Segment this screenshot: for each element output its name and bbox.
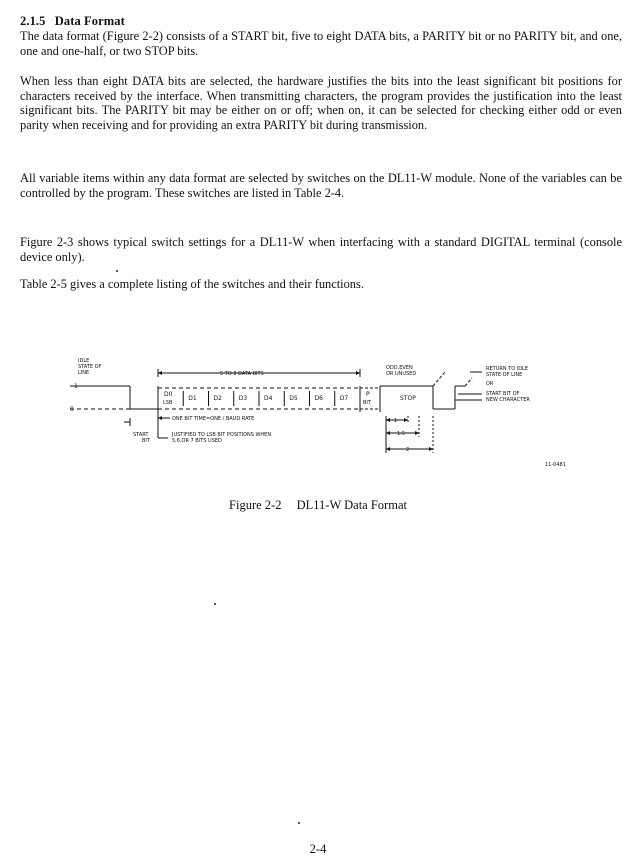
bit-d0-label: D0 (164, 391, 173, 398)
justified-label-line1: JUSTIFIED TO LSB BIT POSITIONS WHEN (172, 432, 272, 438)
parity-label-line1: P (366, 391, 370, 398)
stop-one-half-label: 1.5 (397, 431, 405, 437)
scan-speck (116, 270, 118, 272)
stop-one-label: 1 (394, 418, 398, 424)
paragraph-data-format: The data format (Figure 2-2) consists of a START bit, five to eight DATA bits, a PARITY bit or no PARITY bit, and one, one and one-half, or two STOP bits. (20, 29, 622, 58)
bit-label: D6 (314, 395, 323, 402)
scan-speck (214, 603, 216, 605)
art-id-label: 11-0481 (545, 462, 566, 468)
bit-label: D5 (289, 395, 298, 402)
paragraph-table-reference: Table 2-5 gives a complete listing of the switches and their functions. (20, 277, 364, 291)
data-format-diagram (70, 350, 570, 475)
return-label-line1: RETURN TO IDLE (486, 366, 528, 372)
odd-even-label-line1: ODD,EVEN (386, 365, 413, 371)
section-heading (20, 14, 125, 29)
figure-number: Figure 2-2 (229, 498, 282, 512)
stop-label: STOP (400, 395, 416, 402)
logic-low-label: 0 (70, 406, 74, 413)
bit-label: D4 (264, 395, 273, 402)
data-bit-labels (183, 391, 348, 406)
return-label-line5: NEW CHARACTER (486, 397, 530, 403)
return-label-line4: START BIT OF (486, 391, 520, 397)
return-label-line3: OR (486, 381, 494, 387)
paragraph-variables: All variable items within any data format are selected by switches on the DL11-W module. None of the variables can be controlled by the program. These switches are listed in Table 2-4. (20, 171, 622, 200)
idle-label-line3: LINE (78, 370, 90, 376)
bit-label: D3 (238, 395, 248, 402)
parity-label-line2: BIT (363, 400, 371, 406)
bit-label: D1 (188, 395, 197, 402)
odd-even-label-line2: OR UNUSED (386, 371, 417, 377)
logic-high-label: 1 (74, 383, 78, 390)
return-label-line2: STATE OF LINE (486, 372, 523, 378)
page-number: 2-4 (309, 842, 327, 856)
bit-lsb-label: LSB (163, 400, 173, 406)
section-number: 2.1.5 (20, 14, 46, 28)
scan-speck (298, 822, 300, 824)
stop-two-label: 2 (406, 447, 410, 453)
section-title: Data Format (54, 14, 125, 28)
figure-title: DL11-W Data Format (296, 498, 407, 512)
data-bits-span-label: 5 TO 8 DATA BITS (220, 371, 264, 377)
start-bit-label-line2: BIT (142, 438, 150, 444)
idle-label-line1: IDLE (78, 358, 90, 364)
paragraph-justification: When less than eight DATA bits are selected, the hardware justifies the bits into the least significant bit positions for characters received by the interface. When transmitting characters, the program provides the justification into the least significant bits. The PARITY bit may be either on or off; when on, it can be selected for checking either odd or even parity when receiving and for providing an extra PARITY bit during transmission. (20, 74, 622, 132)
figure-caption (0, 498, 636, 513)
idle-label-line2: STATE OF (78, 364, 102, 370)
bit-time-label: ONE BIT TIME=ONE / BAUD RATE (172, 416, 255, 422)
start-bit-label-line1: START (133, 432, 149, 438)
bit-label: D7 (339, 395, 349, 402)
paragraph-figure-reference: Figure 2-3 shows typical switch settings for a DL11-W when interfacing with a standard DIGITAL terminal (console device only). (20, 235, 622, 264)
justified-label-line2: 5,6,OR 7 BITS USED (172, 438, 222, 444)
bit-label: D2 (213, 395, 222, 402)
